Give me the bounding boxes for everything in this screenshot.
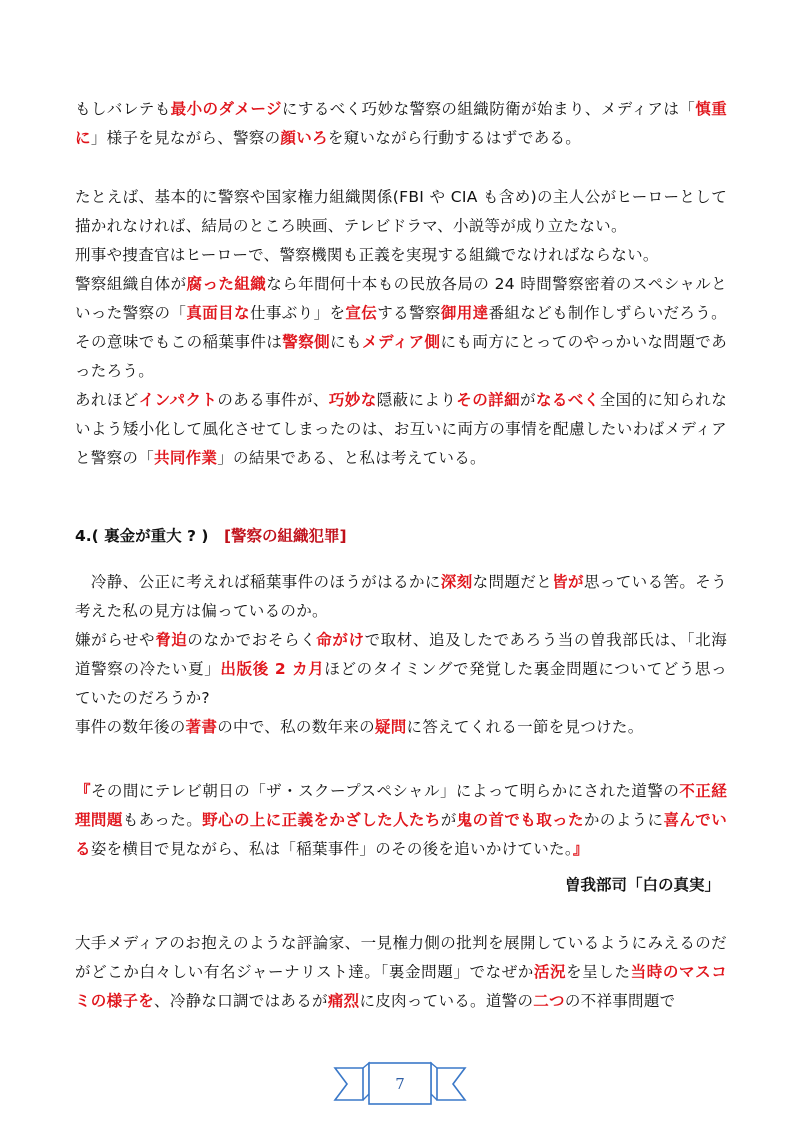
text-run: にも	[330, 333, 362, 351]
highlighted-phrase: 警察側	[282, 333, 331, 351]
text-run: にも両方にとってのやっかいな問題であったろう。	[75, 333, 728, 380]
paragraph-intro	[75, 95, 727, 153]
text-run: に皮肉っている。道警の	[359, 992, 534, 1010]
text-run: 」の結果である、と私は考えている。	[217, 449, 486, 467]
paragraph-media-critique	[75, 929, 727, 1016]
highlighted-phrase: 深刻	[440, 573, 473, 591]
highlighted-phrase: 鬼の首でも取った	[456, 811, 584, 829]
highlighted-phrase: 宣伝	[345, 304, 378, 322]
highlighted-phrase: その詳細	[456, 391, 521, 409]
highlighted-phrase: 真面目な	[186, 304, 250, 322]
highlighted-phrase: 不正経理問題	[75, 782, 727, 829]
highlighted-phrase: 野心の上に正義をかざした人たち	[202, 811, 441, 829]
highlighted-phrase: 顔いろ	[280, 129, 328, 147]
text-run: を窺いながら行動するはずである。	[327, 129, 582, 147]
highlighted-phrase: 皆が	[552, 573, 584, 591]
text-run: で取材、追及したであろう当の曽我部氏は、「北海道警察の冷たい夏」	[75, 631, 728, 678]
highlighted-phrase: メディア側	[362, 333, 441, 351]
section-heading-label: 4.( 裏金が重大 ? )	[75, 527, 209, 545]
highlighted-phrase: 『	[75, 782, 91, 800]
text-run: かのように	[583, 811, 664, 829]
text-run: 警察組織自体が	[75, 275, 187, 293]
highlighted-phrase: 当時のマスコミの様子を	[75, 963, 727, 1010]
highlighted-phrase: 脅迫	[155, 631, 188, 649]
text-run: もしバレテも	[75, 100, 171, 118]
highlighted-phrase: 出版後 2 カ月	[220, 660, 325, 678]
text-run: を呈した	[566, 963, 631, 981]
text-run: 番組なども制作しずらいだろう。その意味でもこの稲葉事件は	[75, 304, 727, 351]
text-run: 」様子を見ながら、警察の	[90, 129, 281, 147]
quote-source: 曽我部司「白の真実」	[564, 876, 720, 894]
text-run: 仕事ぶり」を	[249, 304, 346, 322]
highlighted-phrase: 著書	[185, 718, 218, 736]
text-run: その間にテレビ朝日の「ザ・スクープスペシャル」によって明らかにされた道警の	[90, 782, 680, 800]
text-run: あれほど	[75, 391, 139, 409]
text-run: のなかでおそらく	[187, 631, 317, 649]
highlighted-phrase: 』	[572, 840, 589, 858]
text-run: な問題だと	[472, 573, 553, 591]
section-heading-bracket: [警察の組織犯罪]	[223, 527, 347, 545]
text-run: の不祥事問題で	[564, 992, 676, 1010]
text-run: する警察	[377, 304, 441, 322]
text-run: に答えてくれる一節を見つけた。	[406, 718, 644, 736]
highlighted-phrase: インパクト	[138, 391, 218, 409]
highlighted-phrase: 慎重に	[75, 100, 727, 147]
text-run: もあった。	[122, 811, 203, 829]
text-run: 冷静、公正に考えれば稲葉事件のほうがはるかに	[75, 573, 441, 591]
text-run: 、冷静な口調ではあるが	[154, 992, 328, 1010]
highlighted-phrase: 痛烈	[327, 992, 360, 1010]
text-run: にするべく巧妙な警察の組織防衛が始まり、メディアは「	[281, 100, 696, 118]
text-run: 事件の数年後の	[75, 718, 186, 736]
text-run: 隠蔽により	[376, 391, 457, 409]
text-run: が	[440, 811, 457, 829]
paragraph-urakin	[75, 568, 727, 742]
text-run: 刑事や捜査官はヒーローで、警察機関も正義を実現する組織でなければならない。	[75, 246, 659, 264]
highlighted-phrase: 喜んでいる	[75, 811, 727, 858]
highlighted-phrase: 共同作業	[154, 449, 218, 467]
highlighted-phrase: なるべく	[535, 391, 600, 409]
quote-block	[75, 777, 727, 864]
text-run: のある事件が、	[217, 391, 329, 409]
text-run: 嫌がらせや	[75, 631, 156, 649]
page-number: 7	[395, 1075, 405, 1093]
text-run: 大手メディアのお抱えのような評論家、一見権力側の批判を展開しているようにみえるのだがどこか白々しい有名ジャーナリスト達。「裏金問題」でなぜか	[75, 934, 727, 981]
highlighted-phrase: 巧妙な	[328, 391, 377, 409]
text-run: が	[520, 391, 536, 409]
highlighted-phrase: 腐った組織	[186, 275, 267, 293]
highlighted-phrase: 疑問	[374, 718, 407, 736]
highlighted-phrase: 命がけ	[316, 631, 365, 649]
text-run: の中で、私の数年来の	[217, 718, 375, 736]
text-run: 全国的に知られないよう矮小化して風化させてしまったのは、お互いに両方の事情を配慮したいわばメディアと警察の「	[75, 391, 728, 467]
highlighted-phrase: 活況	[533, 963, 567, 981]
paragraph-hero-media	[75, 183, 727, 473]
text-run: ほどのタイミングで発覚した裏金問題についてどう思っていたのだろうか?	[75, 660, 727, 707]
text-run: 姿を横目で見ながら、私は「稲葉事件」のその後を追いかけていた。	[90, 840, 573, 858]
section-heading	[75, 522, 347, 550]
text-run: 思っている筈。そう考えた私の見方は偏っているのか。	[75, 573, 727, 620]
text-run: たとえば、基本的に警察や国家権力組織関係(FBI や CIA も含め)の主人公がヒーローとして描かれなければ、結局のところ映画、テレビドラマ、小説等が成り立たない。	[75, 188, 727, 235]
highlighted-phrase: 最小のダメージ	[170, 100, 282, 118]
text-run: なら年間何十本もの民放各局の 24 時間警察密着のスペシャルといった警察の「	[75, 275, 727, 322]
highlighted-phrase: 御用達	[440, 304, 489, 322]
highlighted-phrase: 二つ	[533, 992, 565, 1010]
